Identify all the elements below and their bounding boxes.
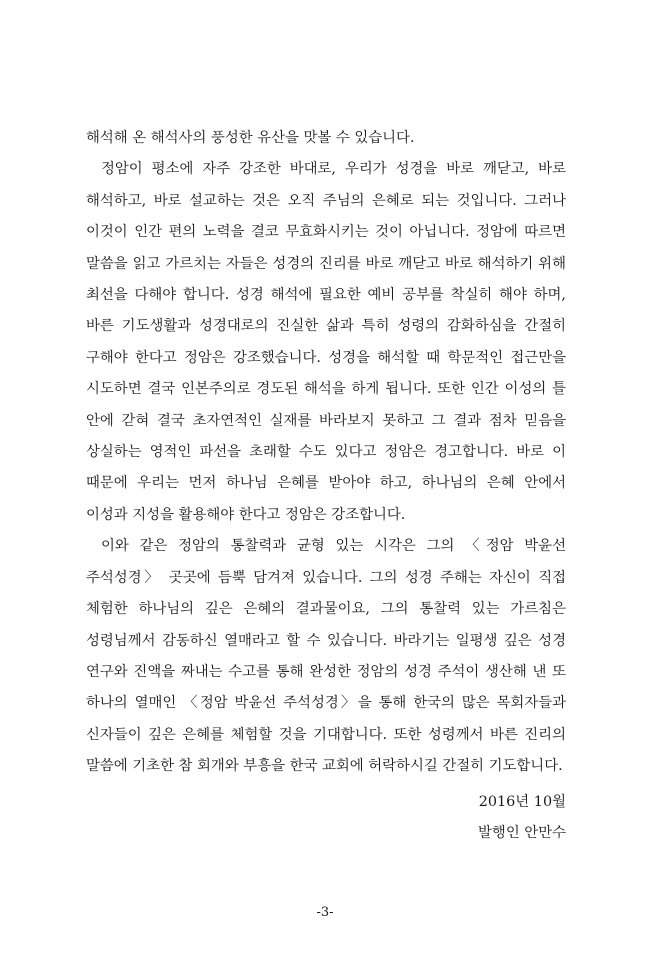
paragraph-commentary-bible: 이와 같은 정암의 통찰력과 균형 있는 시각은 그의 〈정암 박윤선 주석성경〉 곳곳에 듬뿍 담겨져 있습니다. 그의 성경 주해는 자신이 직접 체험한 하나님의 깊은 은혜의 결과물이요, 그의 통찰력 있는 가르침은 성령님께서 감동하신 열매라고 할 수 있습니다. 바라기는 일평생 깊은 성경 연구와 진액을 짜내는 수고를 통해 완성한 정암의 성경 주석이 생산해 낸 또 하나의 열매인 〈정암 박윤선 주석성경〉을 통해 한국의 많은 목회자들과 신자들이 깊은 은혜를 체험할 것을 기대합니다. 또한 성령께서 바른 진리의 말씀에 기초한 참 회개와 부흥을 한국 교회에 허락하시길 간절히 기도합니다. — [86, 538, 566, 775]
date-line: 2016년 10월 — [478, 794, 566, 810]
paragraph-continuation: 해석해 온 해석사의 풍성한 유산을 맛볼 수 있습니다. — [86, 130, 415, 146]
publisher-line: 발행인 안만수 — [478, 825, 566, 841]
signoff — [478, 787, 566, 849]
page-number: -3- — [316, 905, 334, 920]
body-text — [86, 123, 566, 783]
paragraph-grace-and-effort: 정암이 평소에 자주 강조한 바대로, 우리가 성경을 바로 깨닫고, 바로 해석하고, 바로 설교하는 것은 오직 주님의 은혜로 되는 것입니다. 그러나 이것이 인간 편의 노력을 결코 무효화시키는 것이 아닙니다. 정암에 따르면 말씀을 읽고 가르치는 자들은 성경의 진리를 바로 깨닫고 바로 해석하기 위해 최선을 다해야 합니다. 성경 해석에 필요한 예비 공부를 착실히 해야 하며, 바른 기도생활과 성경대로의 진실한 삶과 특히 성령의 감화하심을 간절히 구해야 한다고 정암은 강조했습니다. 성경을 해석할 때 학문적인 접근만을 시도하면 결국 인본주의로 경도된 해석을 하게 됩니다. 또한 인간 이성의 틀 안에 갇혀 결국 초자연적인 실재를 바라보지 못하고 그 결과 점차 믿음을 상실하는 영적인 파선을 초래할 수도 있다고 정암은 경고합니다. 바로 이 때문에 우리는 먼저 하나님 은혜를 받아야 하고, 하나님의 은혜 안에서 이성과 지성을 활용해야 한다고 정암은 강조합니다. — [86, 161, 566, 523]
